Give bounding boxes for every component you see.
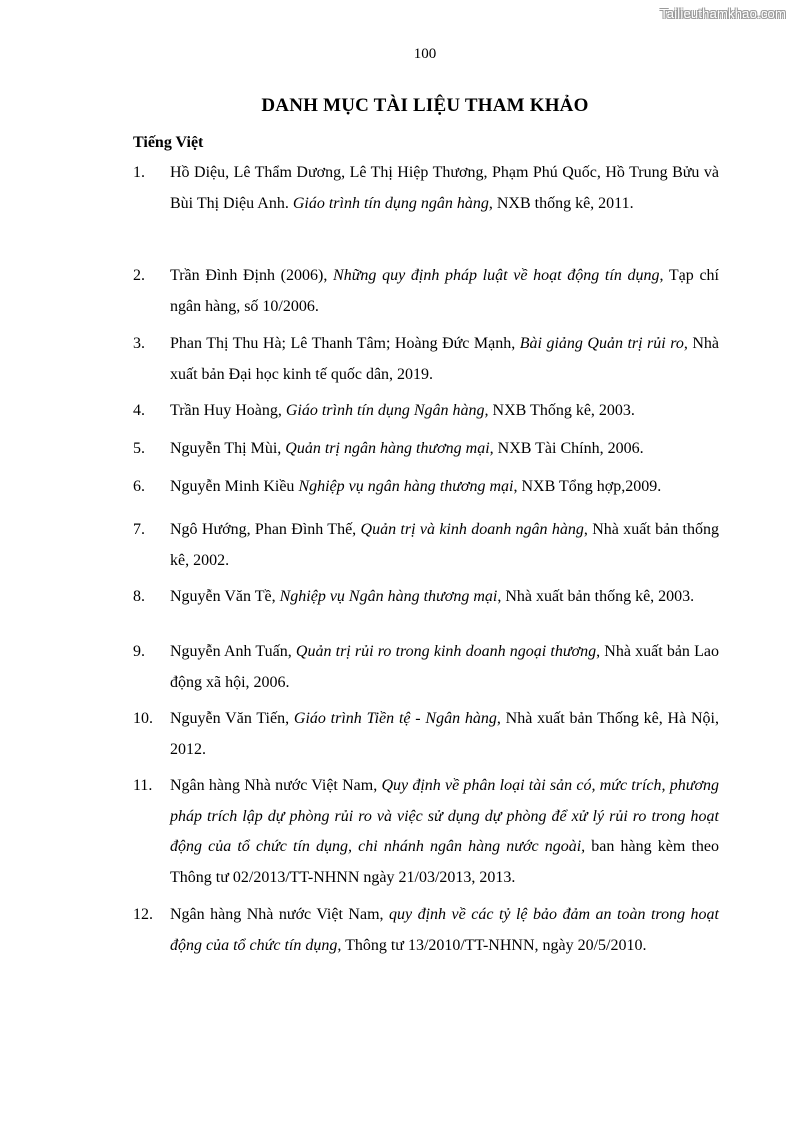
reference-item [133,900,719,961]
watermark: Tailieuthamkhao.com [660,6,786,21]
reference-item [133,515,719,576]
reference-text: Nguyễn Minh Kiều Nghiệp vụ ngân hàng thương mại, NXB Tổng hợp,2009. [170,478,662,495]
reference-item [133,158,719,219]
reference-number: 10. [133,710,153,727]
page-number: 100 [413,46,437,62]
reference-item [133,771,719,893]
reference-number: 9. [133,643,145,660]
reference-item [133,472,719,503]
reference-number: 5. [133,440,145,457]
reference-number: 1. [133,164,145,181]
reference-text: Nguyễn Anh Tuấn, Quản trị rủi ro trong kinh doanh ngoại thương, Nhà xuất bản Lao động xã hội, 2006. [170,643,719,691]
reference-number: 2. [133,267,145,284]
reference-item [133,261,719,322]
page-title: DANH MỤC TÀI LIỆU THAM KHẢO [261,95,589,116]
reference-number: 4. [133,402,145,419]
reference-number: 6. [133,478,145,495]
reference-text: Nguyễn Văn Tiến, Giáo trình Tiền tệ - Ngân hàng, Nhà xuất bản Thống kê, Hà Nội, 2012. [170,710,720,758]
reference-text: Nguyễn Thị Mùi, Quản trị ngân hàng thương mại, NXB Tài Chính, 2006. [170,440,644,457]
reference-text: Phan Thị Thu Hà; Lê Thanh Tâm; Hoàng Đức Mạnh, Bài giảng Quản trị rủi ro, Nhà xuất bản Đại học kinh tế quốc dân, 2019. [170,335,720,383]
reference-text: Nguyễn Văn Tề, Nghiệp vụ Ngân hàng thương mại, Nhà xuất bản thống kê, 2003. [170,588,695,605]
reference-text: Ngân hàng Nhà nước Việt Nam, quy định về các tỷ lệ bảo đảm an toàn trong hoạt động của tổ chức tín dụng, Thông tư 13/2010/TT-NHNN, ngày 20/5/2010. [170,906,720,954]
reference-text: Hồ Diệu, Lê Thẩm Dương, Lê Thị Hiệp Thương, Phạm Phú Quốc, Hồ Trung Bửu và Bùi Thị Diệu Anh. Giáo trình tín dụng ngân hàng, NXB thống kê, 2011. [170,164,719,212]
section-heading: Tiếng Việt [133,134,204,151]
reference-item [133,396,719,427]
reference-number: 11. [133,777,153,794]
reference-item [133,582,719,613]
reference-item [133,637,719,698]
reference-text: Ngân hàng Nhà nước Việt Nam, Quy định về phân loại tài sản có, mức trích, phương pháp trích lập dự phòng rủi ro và việc sử dụng dự phòng để xử lý rủi ro trong hoạt động của tổ chức tín dụng, chi nhánh ngân hàng nước ngoài, ban hàng kèm theo Thông tư 02/2013/TT-NHNN ngày 21/03/2013, 2013. [170,777,720,886]
reference-number: 8. [133,588,145,605]
reference-number: 12. [133,906,153,923]
reference-text: Trần Huy Hoàng, Giáo trình tín dụng Ngân hàng, NXB Thống kê, 2003. [170,402,635,419]
reference-text: Trần Đình Định (2006), Những quy định pháp luật về hoạt động tín dụng, Tạp chí ngân hàng, số 10/2006. [170,267,720,315]
reference-text: Ngô Hướng, Phan Đình Thế, Quản trị và kinh doanh ngân hàng, Nhà xuất bản thống kê, 2002. [170,521,719,569]
reference-item [133,434,719,465]
reference-number: 7. [133,521,145,538]
reference-item [133,329,719,390]
reference-item [133,704,719,765]
reference-number: 3. [133,335,145,352]
